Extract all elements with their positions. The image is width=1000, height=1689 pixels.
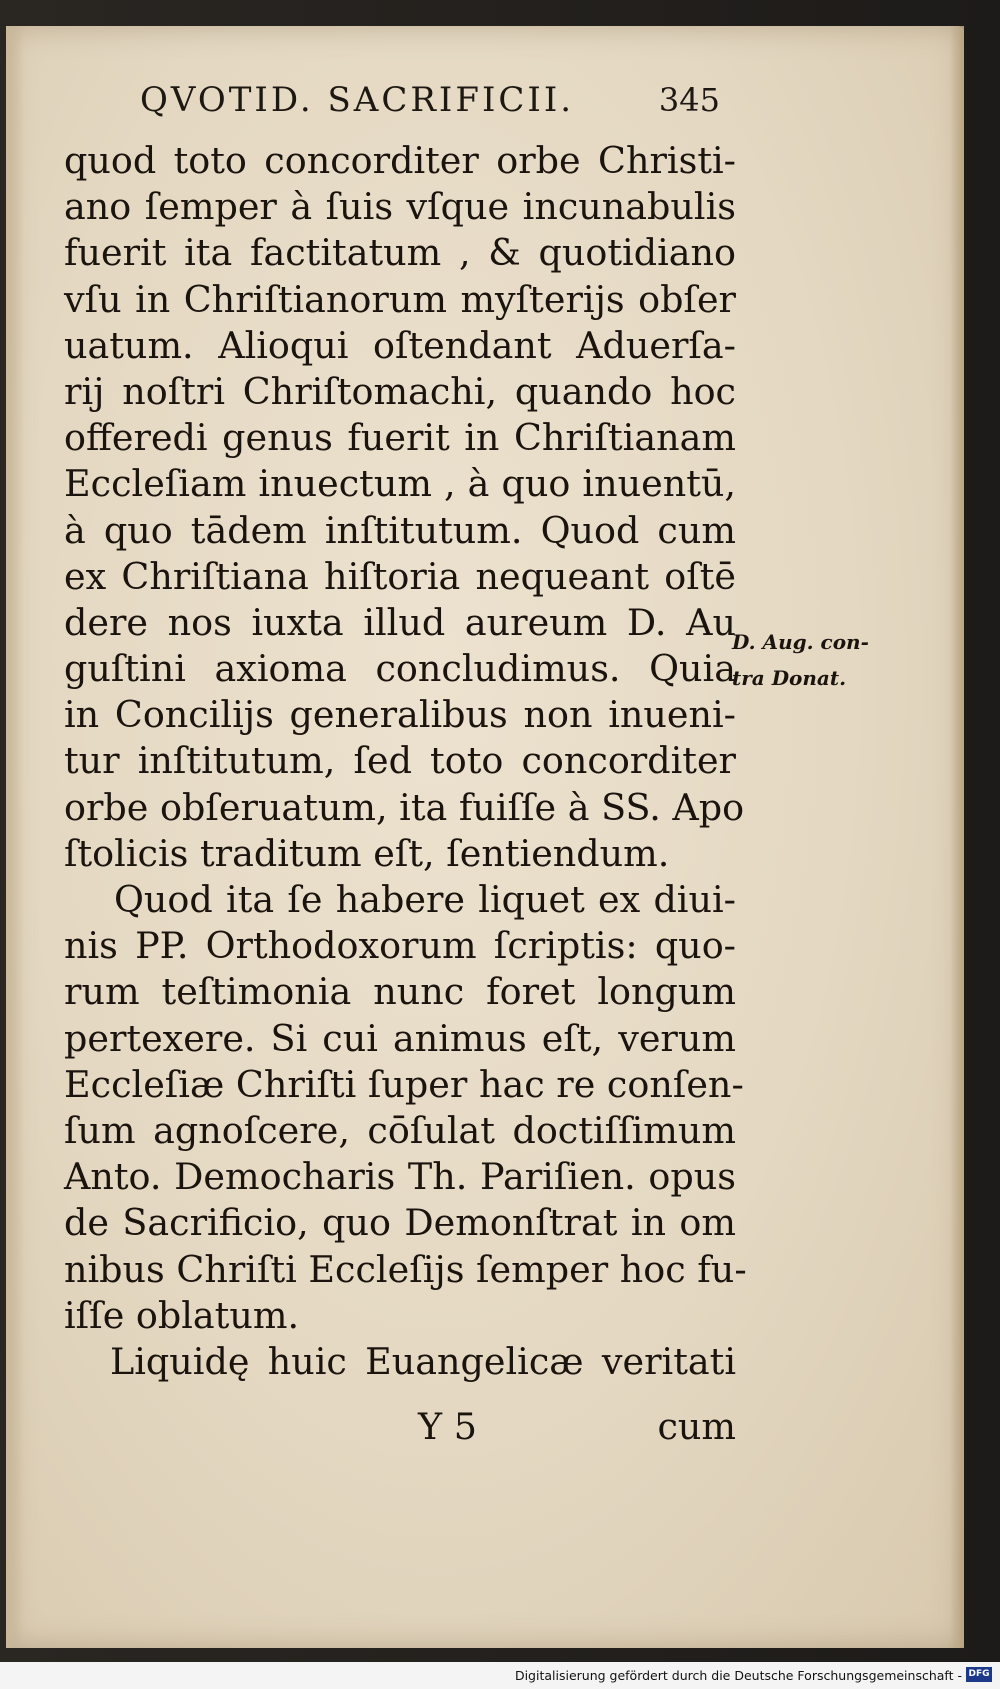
text-line: rum teſtimonia nunc foret longum bbox=[64, 970, 736, 1014]
text-line: de Sacrificio, quo Demonſtrat in om bbox=[64, 1201, 736, 1245]
text-line: uatum. Alioqui oſtendant Aduerſa- bbox=[64, 323, 736, 367]
marginal-note: tra Donat. bbox=[732, 666, 847, 690]
text-line: à quo tādem inſtitutum. Quod cum bbox=[64, 508, 736, 552]
page-gutter-shadow bbox=[6, 26, 24, 1648]
text-line: orbe obſeruatum, ita fuiſſe à SS. Apo bbox=[64, 785, 745, 829]
signature-mark: Y 5 bbox=[418, 1405, 477, 1448]
page-number: 345 bbox=[658, 81, 720, 119]
text-line: Eccleſiam inuectum , à quo inuentū, bbox=[64, 462, 736, 506]
text-line: Anto. Democharis Th. Pariſien. opus bbox=[64, 1155, 736, 1199]
running-title: QVOTID. SACRIFICII. bbox=[140, 80, 575, 120]
text-line: ſum agnoſcere, cōſulat doctiſſimum bbox=[64, 1108, 736, 1152]
paragraph-start-line: Liquidę huic Euangelicæ veritati bbox=[110, 1339, 736, 1383]
text-line: offeredi genus fuerit in Chriſtianam bbox=[64, 416, 736, 460]
catchword: cum bbox=[657, 1405, 736, 1448]
text-line: nis PP. Orthodoxorum ſcriptis: quo- bbox=[64, 924, 736, 968]
text-line: ſtolicis traditum eſt, ſentiendum. bbox=[64, 831, 670, 875]
text-line: vſu in Chriſtianorum myſterijs obſer bbox=[64, 277, 736, 321]
text-line: rij noſtri Chriſtomachi, quando hoc bbox=[64, 369, 736, 413]
text-line: Eccleſiæ Chriſti ſuper hac re conſen- bbox=[64, 1062, 744, 1106]
catch-line bbox=[64, 1405, 736, 1451]
body-text bbox=[64, 138, 747, 1385]
text-line: dere nos iuxta illud aureum D. Au bbox=[64, 600, 736, 644]
paragraph-start-line: Quod ita ſe habere liquet ex diui- bbox=[114, 878, 736, 921]
text-line: in Concilijs generalibus non inueni- bbox=[64, 693, 736, 737]
text-line: ano ſemper à ſuis vſque incunabulis bbox=[64, 185, 736, 229]
text-line: quod toto concorditer orbe Christi- bbox=[64, 139, 736, 182]
text-line: fuerit ita factitatum , & quotidiano bbox=[64, 231, 736, 275]
text-line: tur inſtitutum, ſed toto concorditer bbox=[64, 739, 736, 783]
footer-bar bbox=[0, 1662, 1000, 1689]
text-line: nibus Chriſti Eccleſijs ſemper hoc fu- bbox=[64, 1247, 747, 1291]
dfg-logo: DFG bbox=[966, 1667, 992, 1682]
page-edge-shadow bbox=[950, 26, 964, 1648]
text-line: pertexere. Si cui animus eſt, verum bbox=[64, 1016, 736, 1060]
text-line: iſſe oblatum. bbox=[64, 1293, 300, 1337]
running-head bbox=[140, 80, 720, 120]
funding-credit: Digitalisierung gefördert durch die Deutsche Forschungsgemeinschaft - bbox=[514, 1668, 962, 1683]
text-line: guſtini axioma concludimus. Quia bbox=[64, 647, 736, 691]
marginal-note: D. Aug. con- bbox=[732, 630, 869, 654]
text-line: ex Chriſtiana hiſtoria nequeant oſtē bbox=[64, 554, 736, 598]
